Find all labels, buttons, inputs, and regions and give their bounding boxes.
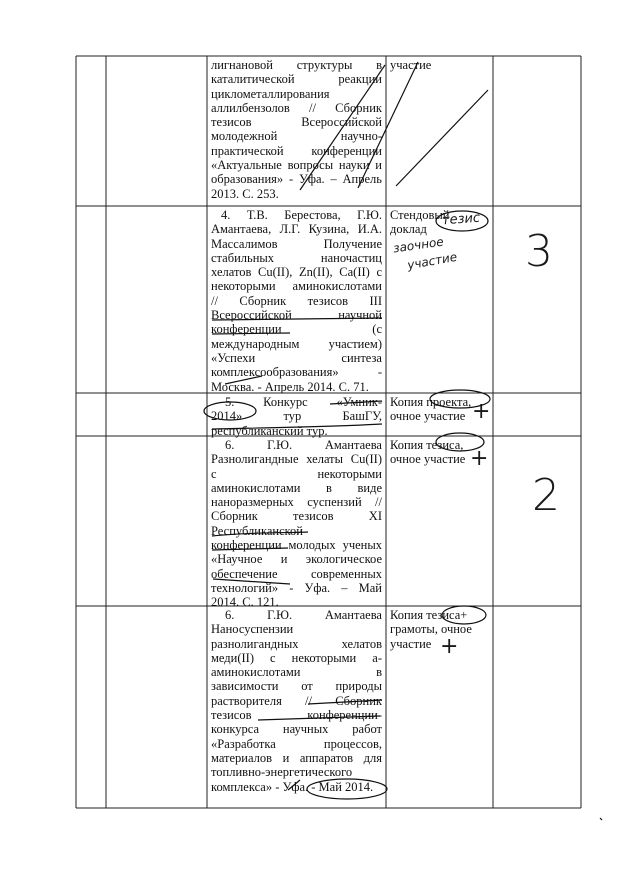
- publication-line: молодежной научно-: [211, 129, 382, 144]
- publication-cell-row-4: [211, 438, 382, 610]
- form-line: очное участие: [390, 452, 466, 467]
- publication-line: комплекса» - Уфа. - Май 2014.: [211, 779, 374, 794]
- form-line: участие: [390, 636, 432, 651]
- form-line: Копия тезиса,: [390, 438, 464, 452]
- handwritten-check: +: [470, 446, 489, 471]
- publication-line: технологий» - Уфа. – Май: [211, 580, 382, 595]
- publication-line: конференции (с: [211, 322, 382, 337]
- form-line: очное участие: [390, 409, 466, 424]
- publication-line: обеспечение современных: [211, 566, 382, 581]
- publication-line: образования» - Уфа. – Апрель: [211, 172, 382, 187]
- publication-line: с некоторыми: [211, 466, 382, 481]
- form-cell-row-1: [390, 58, 490, 72]
- publication-line: топливно-энергетического: [211, 765, 353, 780]
- publication-cell-row-3: [211, 395, 382, 438]
- publication-line: 2014» тур БашГУ,: [211, 409, 382, 424]
- publication-line: аминокислотами в: [211, 665, 382, 680]
- form-line: Копия тезиса+: [390, 608, 468, 622]
- publication-line: конкурса научных работ: [211, 722, 382, 737]
- publication-line: республиканский тур.: [211, 423, 328, 438]
- handwritten-note: тезис: [441, 210, 481, 229]
- publication-line: Республиканской: [211, 523, 303, 538]
- handwritten-note: заочное: [392, 234, 445, 256]
- publication-line: Разнолигандные хелаты Cu(II): [211, 452, 382, 467]
- publication-line: разнолигандных хелатов: [211, 636, 382, 651]
- publication-line: 2013. С. 253.: [211, 186, 279, 201]
- handwritten-note: участие: [406, 249, 459, 273]
- publication-line: лигнановой структуры в: [211, 58, 382, 72]
- publication-line: практической конференции: [211, 143, 382, 158]
- form-line: грамоты, очное: [390, 622, 472, 637]
- publication-line: 6. Г.Ю. Амантаева: [225, 438, 382, 452]
- form-line: доклад: [390, 222, 427, 237]
- handwritten-mark: 3: [525, 226, 553, 277]
- handwritten-check: +: [472, 399, 491, 424]
- publication-line: Москва. - Апрель 2014. С. 71.: [211, 379, 369, 394]
- publication-line: 4. Т.В. Берестова, Г.Ю.: [221, 208, 382, 222]
- publication-line: аллилбензолов // Сборник: [211, 100, 382, 115]
- publication-line: зависимости от природы: [211, 679, 382, 694]
- form-line: Стендовый: [390, 208, 450, 222]
- publication-line: аминокислотами в виде: [211, 480, 382, 495]
- publication-line: стабильных наночастиц: [211, 250, 382, 265]
- publication-line: тезисов конференции-: [211, 708, 382, 723]
- publication-line: Наносуспензии: [211, 622, 294, 637]
- publication-line: «Разработка процессов,: [211, 736, 382, 751]
- handwritten-mark: 2: [532, 470, 560, 521]
- publication-line: материалов и аппаратов для: [211, 750, 382, 765]
- publication-cell-row-1: [211, 58, 382, 201]
- publication-line: Амантаева, Л.Г. Кузина, И.А.: [211, 222, 382, 237]
- publication-line: Сборник тезисов XI: [211, 509, 382, 524]
- publication-line: комплексообразования» -: [211, 365, 382, 380]
- publication-line: Всероссийской научной: [211, 308, 382, 323]
- publication-line: Массалимов Получение: [211, 236, 382, 251]
- publication-line: «Актуальные вопросы науки и: [211, 158, 382, 173]
- publication-cell-row-2: [211, 208, 382, 394]
- form-line: участие: [390, 58, 432, 72]
- publication-line: меди(II) с некоторыми а-: [211, 650, 382, 665]
- publication-line: хелатов Cu(II), Zn(II), Ca(II) с: [211, 265, 382, 280]
- handwritten-check: +: [440, 634, 459, 659]
- publication-line: 6. Г.Ю. Амантаева: [225, 608, 382, 622]
- publication-line: // Сборник тезисов III: [211, 293, 382, 308]
- publication-cell-row-5: [211, 608, 382, 794]
- publication-line: конференции молодых ученых: [211, 538, 382, 553]
- publication-line: тезисов Всероссийской: [211, 115, 382, 130]
- publication-line: растворителя // Сборник: [211, 693, 382, 708]
- publication-line: наноразмерных суспензий //: [211, 495, 382, 510]
- publication-line: «Успехи синтеза: [211, 350, 382, 365]
- form-line: Копия проекта,: [390, 395, 472, 409]
- publication-line: «Научное и экологическое: [211, 552, 382, 567]
- publication-line: каталитической реакции: [211, 72, 382, 87]
- publication-line: некоторыми аминокислотами: [211, 279, 382, 294]
- publication-line: 2014. С. 121.: [211, 595, 279, 610]
- publication-line: циклометаллирования: [211, 86, 330, 101]
- publication-line: международным участием): [211, 336, 382, 351]
- publication-line: 5. Конкурс «Умник-: [225, 395, 382, 409]
